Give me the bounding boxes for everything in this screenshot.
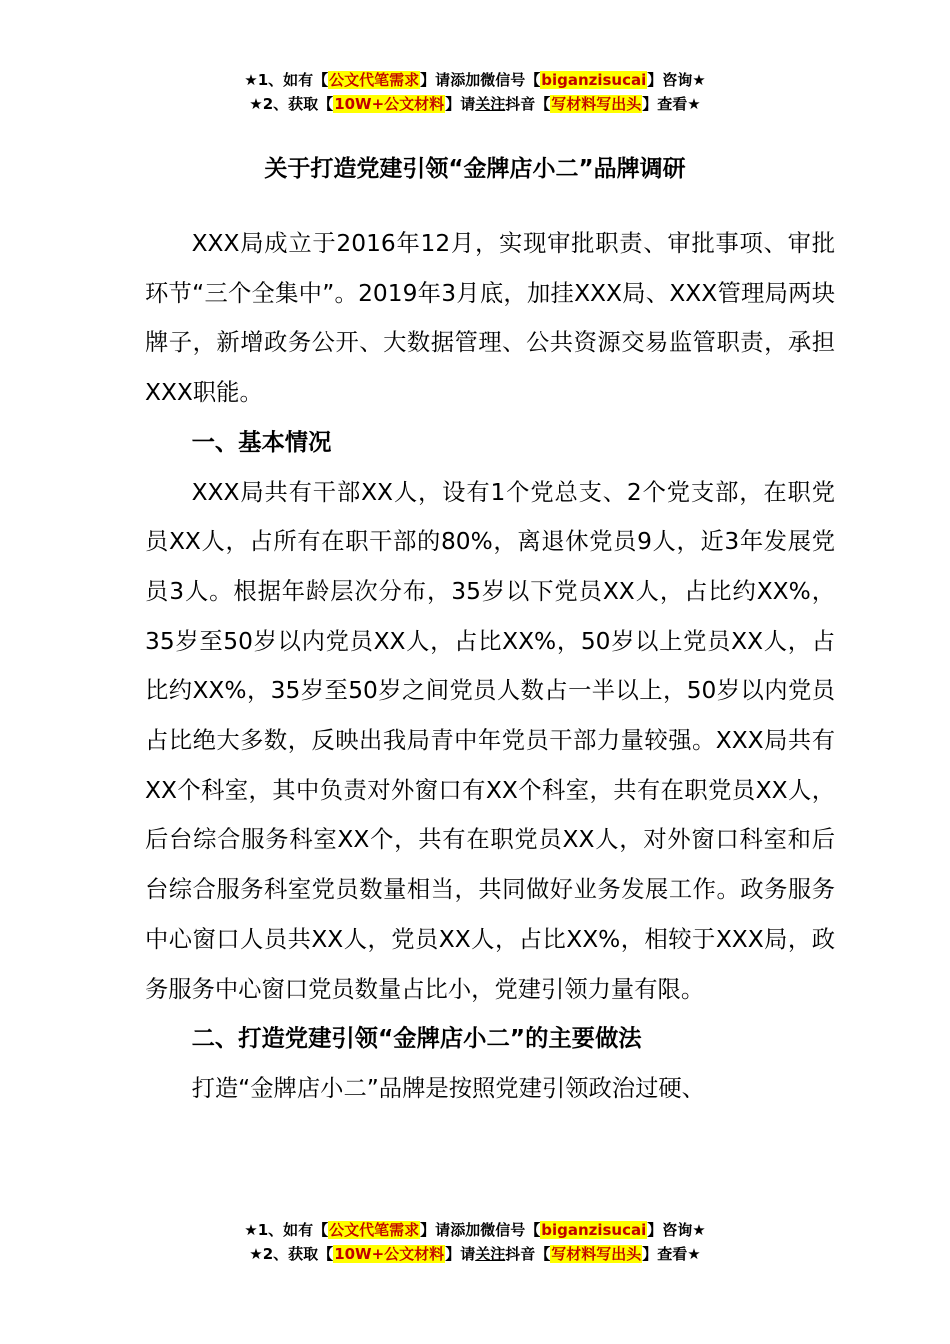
promo-highlight: 10W+公文材料: [334, 95, 445, 113]
promo-text: 】请: [445, 95, 476, 113]
promo-text: 1、如有【: [257, 1221, 329, 1239]
promo-highlight: 10W+公文材料: [334, 1245, 445, 1263]
promo-text: 】咨询★: [647, 1221, 706, 1239]
promo-account-name: 写材料写出头: [551, 95, 642, 113]
promo-emphasis: 关注: [475, 95, 506, 113]
promo-line-2: [0, 92, 950, 116]
promo-text: 】查看★: [642, 1245, 701, 1263]
star-icon: ★: [249, 95, 263, 113]
promo-text: 微信号【: [480, 71, 541, 89]
promo-text: 】请: [420, 1221, 451, 1239]
star-icon: ★: [244, 1221, 258, 1239]
promo-text: 抖音【: [505, 1245, 551, 1263]
promo-text: 微信号【: [480, 1221, 541, 1239]
section-heading-1: 一、基本情况: [191, 428, 332, 456]
promo-line-1: [0, 68, 950, 92]
promo-highlight: 公文代笔需求: [329, 71, 420, 89]
promo-emphasis: 关注: [475, 1245, 506, 1263]
promo-banner-bottom: [0, 1218, 950, 1266]
promo-text: 1、如有【: [257, 71, 329, 89]
section-heading-2: 二、打造党建引领“金牌店小二”的主要做法: [191, 1025, 642, 1053]
promo-emphasis: 添加: [450, 1221, 481, 1239]
star-icon: ★: [249, 1245, 263, 1263]
promo-line-2: [0, 1242, 950, 1266]
promo-line-1: [0, 1218, 950, 1242]
promo-text: 】咨询★: [647, 71, 706, 89]
intro-paragraph: XXX局成立于2016年12月，实现审批职责、审批事项、审批环节“三个全集中”。2019年3月底，加挂XXX局、XXX管理局两块牌子，新增政务公开、大数据管理、公共资源交易监管职责，承担XXX职能。: [145, 230, 835, 407]
section-1-paragraph: XXX局共有干部XX人，设有1个党总支、2个党支部，在职党员XX人，占所有在职干部的80%，离退休党员9人，近3年发展党员3人。根据年龄层次分布，35岁以下党员XX人，占比约XX%，35岁至50岁以内党员XX人，占比XX%，50岁以上党员XX人，占比约XX%，35岁至50岁之间党员人数占一半以上，50岁以内党员占比绝大多数，反映出我局青中年党员干部力量较强。XXX局共有XX个科室，其中负责对外窗口有XX个科室，共有在职党员XX人，后台综合服务科室XX个，共有在职党员XX人，对外窗口科室和后台综合服务科室党员数量相当，共同做好业务发展工作。政务服务中心窗口人员共XX人，党员XX人，占比XX%，相较于XXX局，政务服务中心窗口党员数量占比小，党建引领力量有限。: [145, 478, 835, 1003]
promo-text: 2、获取【: [262, 95, 334, 113]
promo-text: 抖音【: [505, 95, 551, 113]
star-icon: ★: [244, 71, 258, 89]
document-title: 关于打造党建引领“金牌店小二”品牌调研: [264, 156, 686, 182]
promo-text: 2、获取【: [262, 1245, 334, 1263]
promo-wechat-id: biganzisucai: [541, 71, 647, 89]
promo-wechat-id: biganzisucai: [541, 1221, 647, 1239]
promo-account-name: 写材料写出头: [551, 1245, 642, 1263]
promo-emphasis: 添加: [450, 71, 481, 89]
promo-text: 】查看★: [642, 95, 701, 113]
document-body: [145, 219, 835, 1114]
promo-text: 】请: [445, 1245, 476, 1263]
promo-banner-top: [0, 68, 950, 116]
promo-highlight: 公文代笔需求: [329, 1221, 420, 1239]
section-2-paragraph: 打造“金牌店小二”品牌是按照党建引领政治过硬、: [191, 1074, 705, 1102]
promo-text: 】请: [420, 71, 451, 89]
